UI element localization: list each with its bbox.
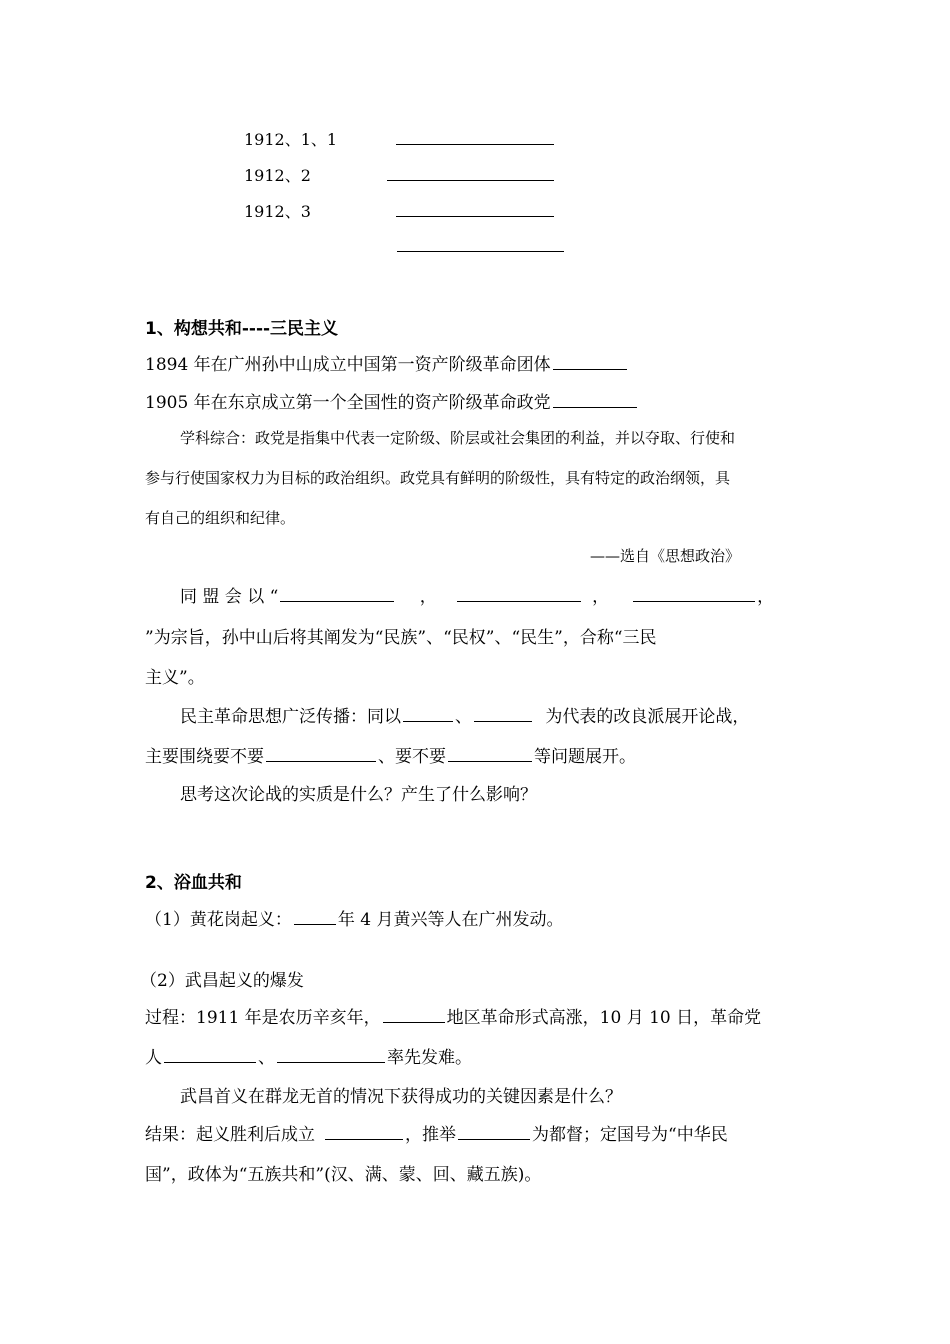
timeline-blank-3[interactable]: [396, 216, 554, 217]
blank-region[interactable]: [383, 1021, 445, 1023]
wuchang-heading: （2）武昌起义的爆发: [140, 971, 304, 991]
debate-text-e: 等问题展开。: [534, 747, 636, 767]
p-text-b: 地区革命形式高涨，10 月 10 日，革命党: [446, 1008, 762, 1028]
line-1894: [145, 350, 629, 375]
blank-tongmenghui[interactable]: [553, 406, 637, 408]
note-source: ——选自《思想政治》: [590, 547, 741, 565]
huanghuagang-line: [145, 905, 563, 930]
blank-tenet-1[interactable]: [280, 600, 394, 602]
debate-text-d: 、要不要: [378, 747, 446, 767]
debate-text-b: 为代表的改良派展开论战，: [545, 707, 750, 727]
timeline-date-2: 1912、2: [244, 166, 311, 185]
p-text-a: 过程：1911 年是农历辛亥年，: [145, 1008, 381, 1028]
p-sep: 、: [258, 1048, 275, 1068]
line-1894-text: 1894 年在广州孙中山成立中国第一资产阶级革命团体: [145, 355, 551, 375]
blank-governor[interactable]: [458, 1138, 530, 1140]
think-question: 思考这次论战的实质是什么？产生了什么影响？: [180, 785, 537, 805]
tmh-comma-1: ，: [419, 587, 437, 607]
debate-line-2: [145, 742, 636, 767]
blank-issue-1[interactable]: [266, 760, 376, 762]
result-line-2: 国”，政体为“五族共和”(汉、满、蒙、回、藏五族)。: [145, 1165, 542, 1185]
blank-reformer-1[interactable]: [403, 720, 453, 722]
r-text-a: 结果：起义胜利后成立: [145, 1125, 315, 1145]
tmh-line-1: [180, 582, 774, 607]
debate-text-a: 民主革命思想广泛传播：同以: [180, 707, 401, 727]
section2-heading: 2、浴血共和: [145, 873, 242, 893]
p-text-c: 人: [145, 1048, 162, 1068]
note-line-3: 有自己的组织和纪律。: [145, 509, 296, 527]
section1-heading: 1、构想共和----三民主义: [145, 319, 339, 339]
h1-text-a: （1）黄花岗起义：: [145, 910, 292, 930]
timeline-blank-4[interactable]: [397, 251, 564, 252]
timeline-blank-2[interactable]: [387, 180, 554, 181]
tmh-line-2: ”为宗旨，孙中山后将其阐发为“民族”、“民权”、“民生”，合称“三民: [145, 628, 657, 648]
debate-text-c: 主要围绕要不要: [145, 747, 264, 767]
blank-issue-2[interactable]: [448, 760, 532, 762]
blank-tenet-2[interactable]: [457, 600, 581, 602]
debate-sep: 、: [455, 707, 472, 727]
tmh-comma-3: ，: [757, 587, 775, 607]
blank-year[interactable]: [294, 923, 336, 925]
process-line-2: [145, 1043, 472, 1068]
h1-text-b: 年 4 月黄兴等人在广州发动。: [337, 910, 564, 930]
key-question: 武昌首义在群龙无首的情况下获得成功的关键因素是什么？: [180, 1087, 622, 1107]
timeline-date-1: 1912、1、1: [244, 130, 338, 149]
r-text-c: 为都督；定国号为“中华民: [532, 1125, 728, 1145]
line-1905: [145, 388, 639, 413]
timeline-blank-1[interactable]: [396, 144, 554, 145]
blank-group-2[interactable]: [277, 1061, 385, 1063]
blank-xingzhonghui[interactable]: [553, 368, 627, 370]
line-1905-text: 1905 年在东京成立第一个全国性的资产阶级革命政党: [145, 393, 551, 413]
tmh-line-3: 主义”。: [145, 668, 205, 688]
tmh-comma-2: ，: [592, 587, 610, 607]
process-line-1: [145, 1003, 761, 1028]
timeline-date-3: 1912、3: [244, 202, 311, 221]
r-text-b: ，推举: [405, 1125, 456, 1145]
debate-line-1: [180, 702, 749, 727]
result-line-1: [145, 1120, 728, 1145]
note-line-2: 参与行使国家权力为目标的政治组织。政党具有鲜明的阶级性，具有特定的政治纲领，具: [145, 469, 731, 487]
blank-tenet-3[interactable]: [633, 600, 755, 602]
note-line-1: 学科综合：政党是指集中代表一定阶级、阶层或社会集团的利益，并以夺取、行使和: [180, 429, 736, 447]
blank-government[interactable]: [325, 1138, 403, 1140]
p-text-d: 率先发难。: [387, 1048, 472, 1068]
blank-reformer-2[interactable]: [474, 720, 532, 722]
blank-group-1[interactable]: [164, 1061, 256, 1063]
tmh-text-a: 同 盟 会 以 “: [180, 587, 279, 607]
